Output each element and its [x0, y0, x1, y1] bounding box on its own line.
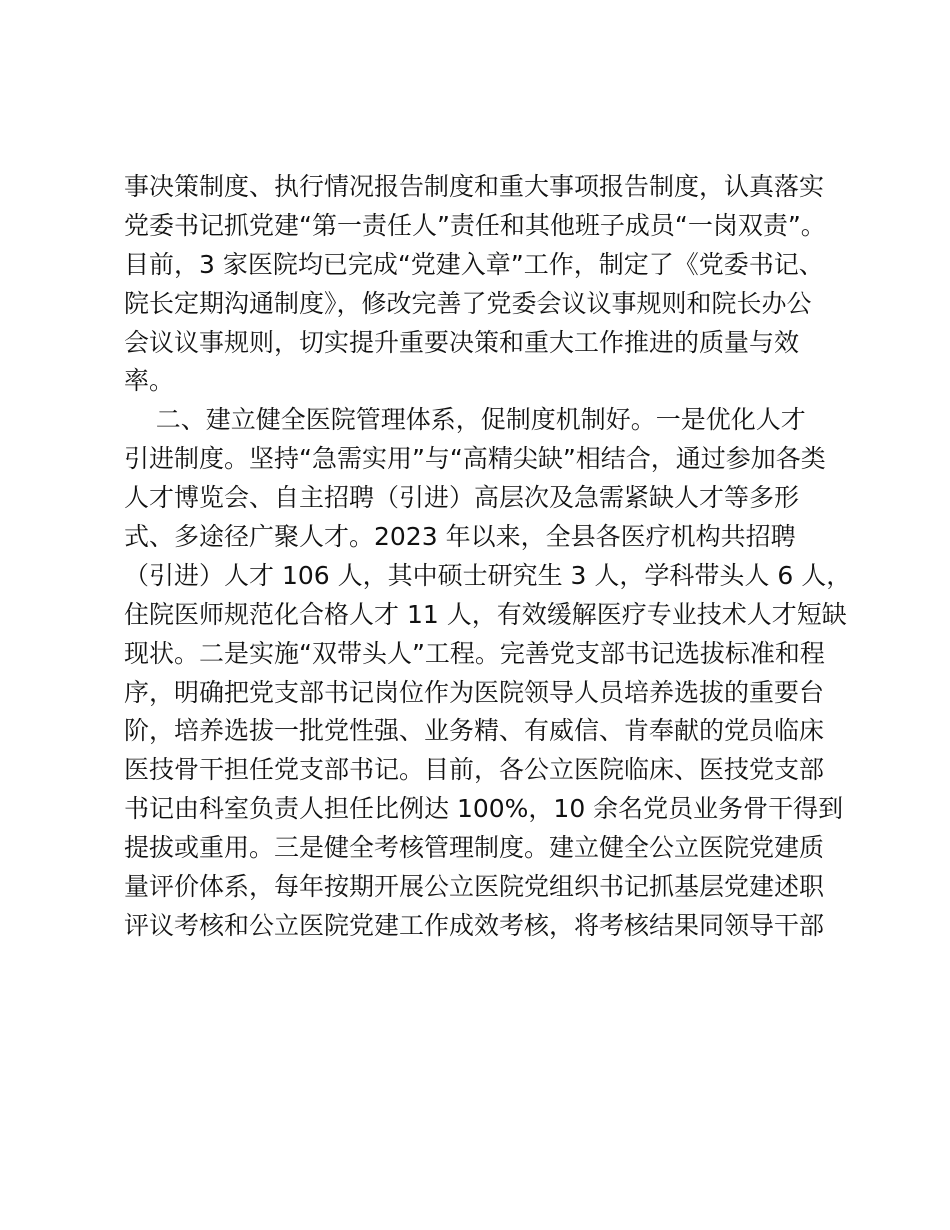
text-line: 提拔或重用。三是健全考核管理制度。建立健全公立医院党建质	[124, 833, 825, 863]
text-line: 引进制度。坚持“急需实用”与“高精尖缺”相结合，通过参加各类	[124, 444, 826, 474]
text-line: 阶，培养选拔一批党性强、业务精、有威信、肯奉献的党员临床	[124, 716, 825, 746]
text-line: 率。	[124, 366, 175, 396]
section-heading-line: 二、建立健全医院管理体系，促制度机制好。一是优化人才	[124, 405, 806, 435]
text-line: 评议考核和公立医院党建工作成效考核，将考核结果同领导干部	[124, 910, 825, 940]
text-line: 医技骨干担任党支部书记。目前，各公立医院临床、医技党支部	[124, 755, 825, 785]
text-line: 目前，3 家医院均已完成“党建入章”工作，制定了《党委书记、	[124, 249, 824, 279]
text-line: 序，明确把党支部书记岗位作为医院领导人员培养选拔的重要台	[124, 677, 825, 707]
body-text	[124, 168, 852, 946]
text-line: 量评价体系，每年按期开展公立医院党组织书记抓基层党建述职	[124, 872, 825, 902]
text-line: 人才博览会、自主招聘（引进）高层次及急需紧缺人才等多形	[124, 483, 800, 513]
text-line: 会议议事规则，切实提升重要决策和重大工作推进的质量与效	[124, 327, 800, 357]
text-line: （引进）人才 106 人，其中硕士研究生 3 人，学科带头人 6 人，	[124, 560, 852, 590]
text-line: 党委书记抓党建“第一责任人”责任和其他班子成员“一岗双责”。	[124, 210, 826, 240]
text-line: 书记由科室负责人担任比例达 100%，10 余名党员业务骨干得到	[124, 794, 844, 824]
text-line: 事决策制度、执行情况报告制度和重大事项报告制度，认真落实	[124, 172, 825, 201]
text-line: 住院医师规范化合格人才 11 人，有效缓解医疗专业技术人才短缺	[124, 599, 847, 629]
text-line: 式、多途径广聚人才。2023 年以来，全县各医疗机构共招聘	[124, 522, 796, 552]
text-line: 现状。二是实施“双带头人”工程。完善党支部书记选拔标准和程	[124, 638, 825, 668]
text-line: 院长定期沟通制度》，修改完善了党委会议议事规则和院长办公	[124, 288, 812, 318]
